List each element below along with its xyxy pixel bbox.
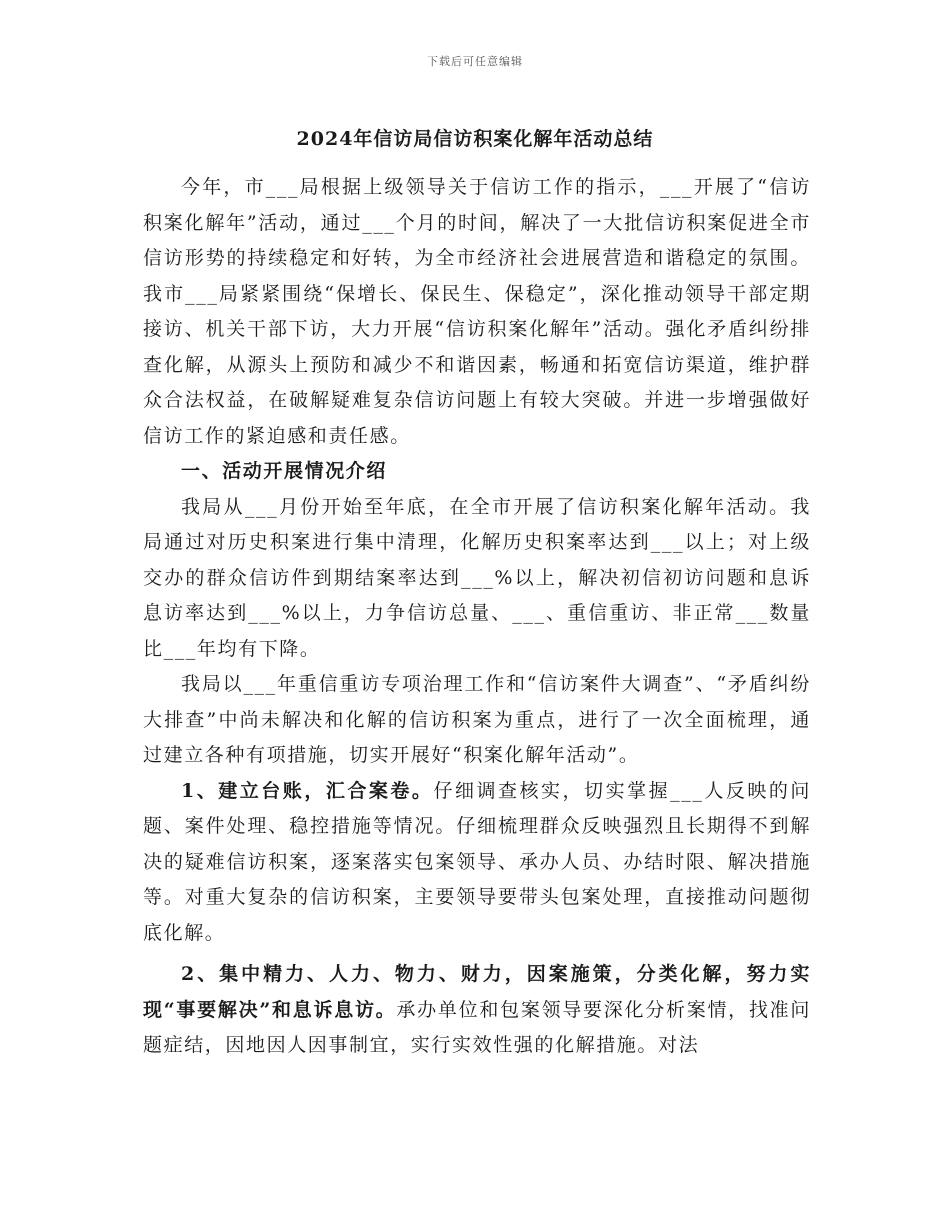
section-heading-1: 一、活动开展情况介绍 [181,460,388,482]
header-note: 下载后可任意编辑 [427,55,523,68]
paragraph-intro: 今年，市___局根据上级领导关于信访工作的指示，___开展了“信访积案化解年”活动，通过___个月的时间，解决了一大批信访积案促进全市信访形势的持续稳定和好转，为全市经济社会进展营造和谐稳定的氛围。我市___局紧紧围绕“保增长、保民生、保稳定”，深化推动领导干部定期接访、机关干部下访，大力开展“信访积案化解年”活动。强化矛盾纠纷排查化解，从源头上预防和减少不和谐因素，畅通和拓宽信访渠道，维护群众合法权益，在破解疑难复杂信访问题上有较大突破。并进一步增强做好信访工作的紧迫感和责任感。 [143,176,811,447]
paragraph-item-1 [143,774,811,952]
paragraph-item-2 [143,957,811,1064]
paragraph-activity: 我局从___月份开始至年底，在全市开展了信访积案化解年活动。我局通过对历史积案进行集中清理，化解历史积案率达到___以上；对上级交办的群众信访件到期结案率达到___%以上，解决初信初访问题和息诉息访率达到___%以上，力争信访总量、___、重信重访、非正常___数量比___年均有下降。 [143,495,811,660]
paragraph-review: 我局以___年重信重访专项治理工作和“信访案件大调查”、“矛盾纠纷大排查”中尚未解决和化解的信访积案为重点，进行了一次全面梳理，通过建立各种有项措施，切实开展好“积案化解年活动”。 [143,673,811,766]
item-1-lead: 1、建立台账，汇合案卷。 [181,779,434,802]
document-title: 2024年信访局信访积案化解年活动总结 [296,128,654,150]
item-2-lead: 2、集中精力、人力、物力、财力，因案施策，分类化解，努力实现“事要解决”和息诉息访。 [143,963,811,1021]
document-body [143,170,811,1064]
item-2-text: 承办单位和包案领导要深化分析案情，找准问题症结，因地因人因事制宜，实行实效性强的化解措施。对法 [143,998,811,1056]
item-1-text: 仔细调查核实，切实掌握___人反映的问题、案件处理、稳控措施等情况。仔细梳理群众反映强烈且长期得不到解决的疑难信访积案，逐案落实包案领导、承办人员、办结时限、解决措施等。对重大复杂的信访积案，主要领导要带头包案处理，直接推动问题彻底化解。 [143,779,812,944]
